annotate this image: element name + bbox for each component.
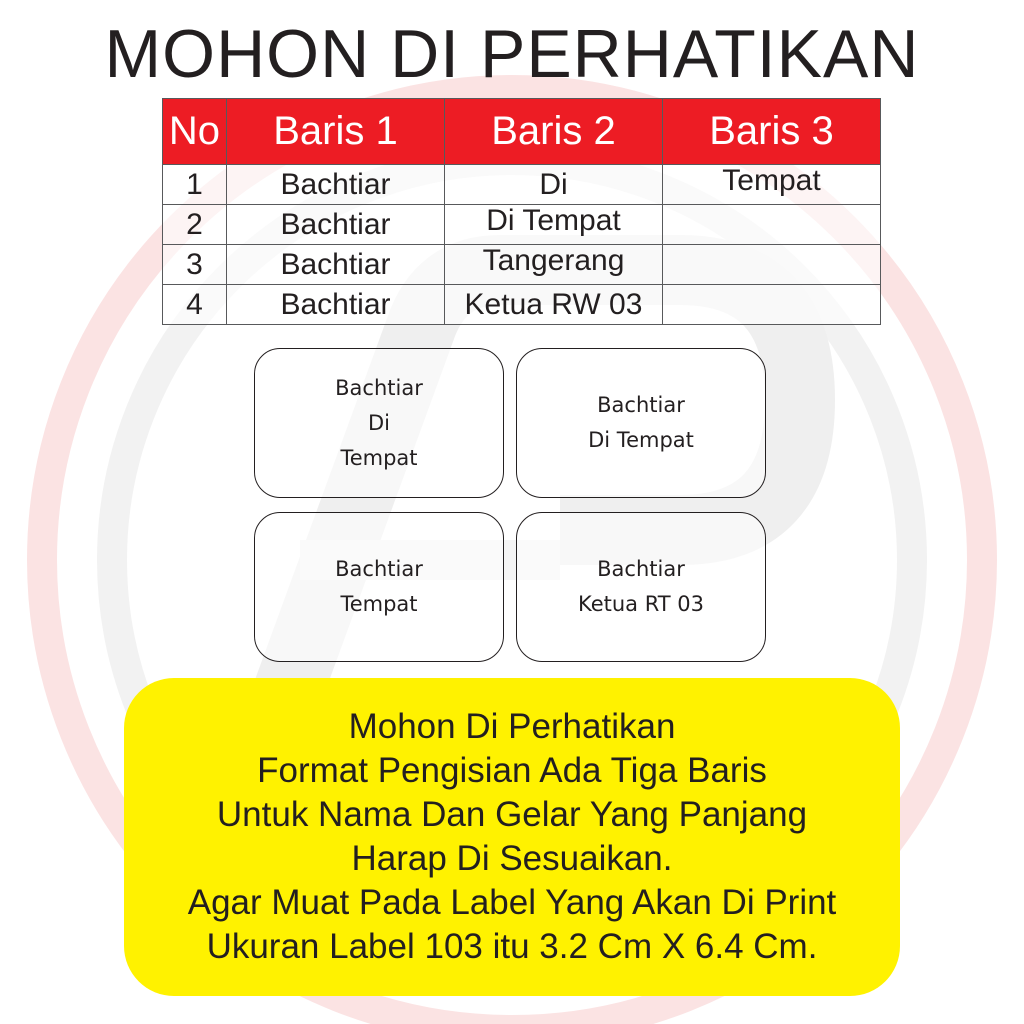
table-row — [163, 285, 881, 325]
cell-baris-3 — [663, 285, 881, 325]
cell-baris-2: Tangerang — [445, 245, 663, 285]
cell-baris-1: Bachtiar — [227, 285, 445, 325]
label-card — [516, 512, 766, 662]
header-baris-2: Baris 2 — [445, 99, 663, 165]
cell-baris-1: Bachtiar — [227, 205, 445, 245]
cell-baris-3 — [663, 245, 881, 285]
cell-no: 1 — [163, 165, 227, 205]
page-title: MOHON DI PERHATIKAN — [104, 16, 920, 92]
label-card — [254, 512, 504, 662]
cell-baris-3: Tempat — [663, 165, 881, 205]
label-line: Bachtiar — [597, 557, 685, 581]
table-row — [163, 165, 881, 205]
label-card — [254, 348, 504, 498]
label-line: Di Tempat — [588, 428, 694, 452]
notice-line: Harap Di Sesuaikan. — [351, 839, 673, 878]
label-line: Tempat — [340, 445, 418, 470]
header-no: No — [163, 99, 227, 165]
notice-line: Format Pengisian Ada Tiga Baris — [257, 751, 767, 790]
label-line: Tempat — [340, 592, 418, 616]
table-row — [163, 205, 881, 245]
cell-baris-1: Bachtiar — [227, 245, 445, 285]
notice-line: Agar Muat Pada Label Yang Akan Di Print — [187, 883, 837, 922]
header-baris-3: Baris 3 — [663, 99, 881, 165]
header-baris-1: Baris 1 — [227, 99, 445, 165]
label-line: Di — [367, 410, 390, 435]
notice-line: Ukuran Label 103 itu 3.2 Cm X 6.4 Cm. — [206, 927, 818, 966]
label-line: Bachtiar — [335, 557, 423, 581]
cell-no: 2 — [163, 205, 227, 245]
cell-baris-2: Di — [445, 165, 663, 205]
label-card — [516, 348, 766, 498]
cell-baris-2: Ketua RW 03 — [445, 285, 663, 325]
table-header-row — [163, 99, 881, 165]
cell-baris-1: Bachtiar — [227, 165, 445, 205]
notice-line: Mohon Di Perhatikan — [348, 707, 676, 746]
cell-baris-2: Di Tempat — [445, 205, 663, 245]
table-row — [163, 245, 881, 285]
label-line: Ketua RT 03 — [577, 592, 705, 616]
cell-no: 3 — [163, 245, 227, 285]
notice-box — [124, 678, 900, 996]
notice-line: Untuk Nama Dan Gelar Yang Panjang — [216, 795, 808, 834]
label-line: Bachtiar — [597, 393, 685, 417]
label-line: Bachtiar — [335, 375, 423, 400]
label-examples — [254, 348, 770, 664]
cell-no: 4 — [163, 285, 227, 325]
cell-baris-3 — [663, 205, 881, 245]
format-table — [162, 98, 881, 325]
